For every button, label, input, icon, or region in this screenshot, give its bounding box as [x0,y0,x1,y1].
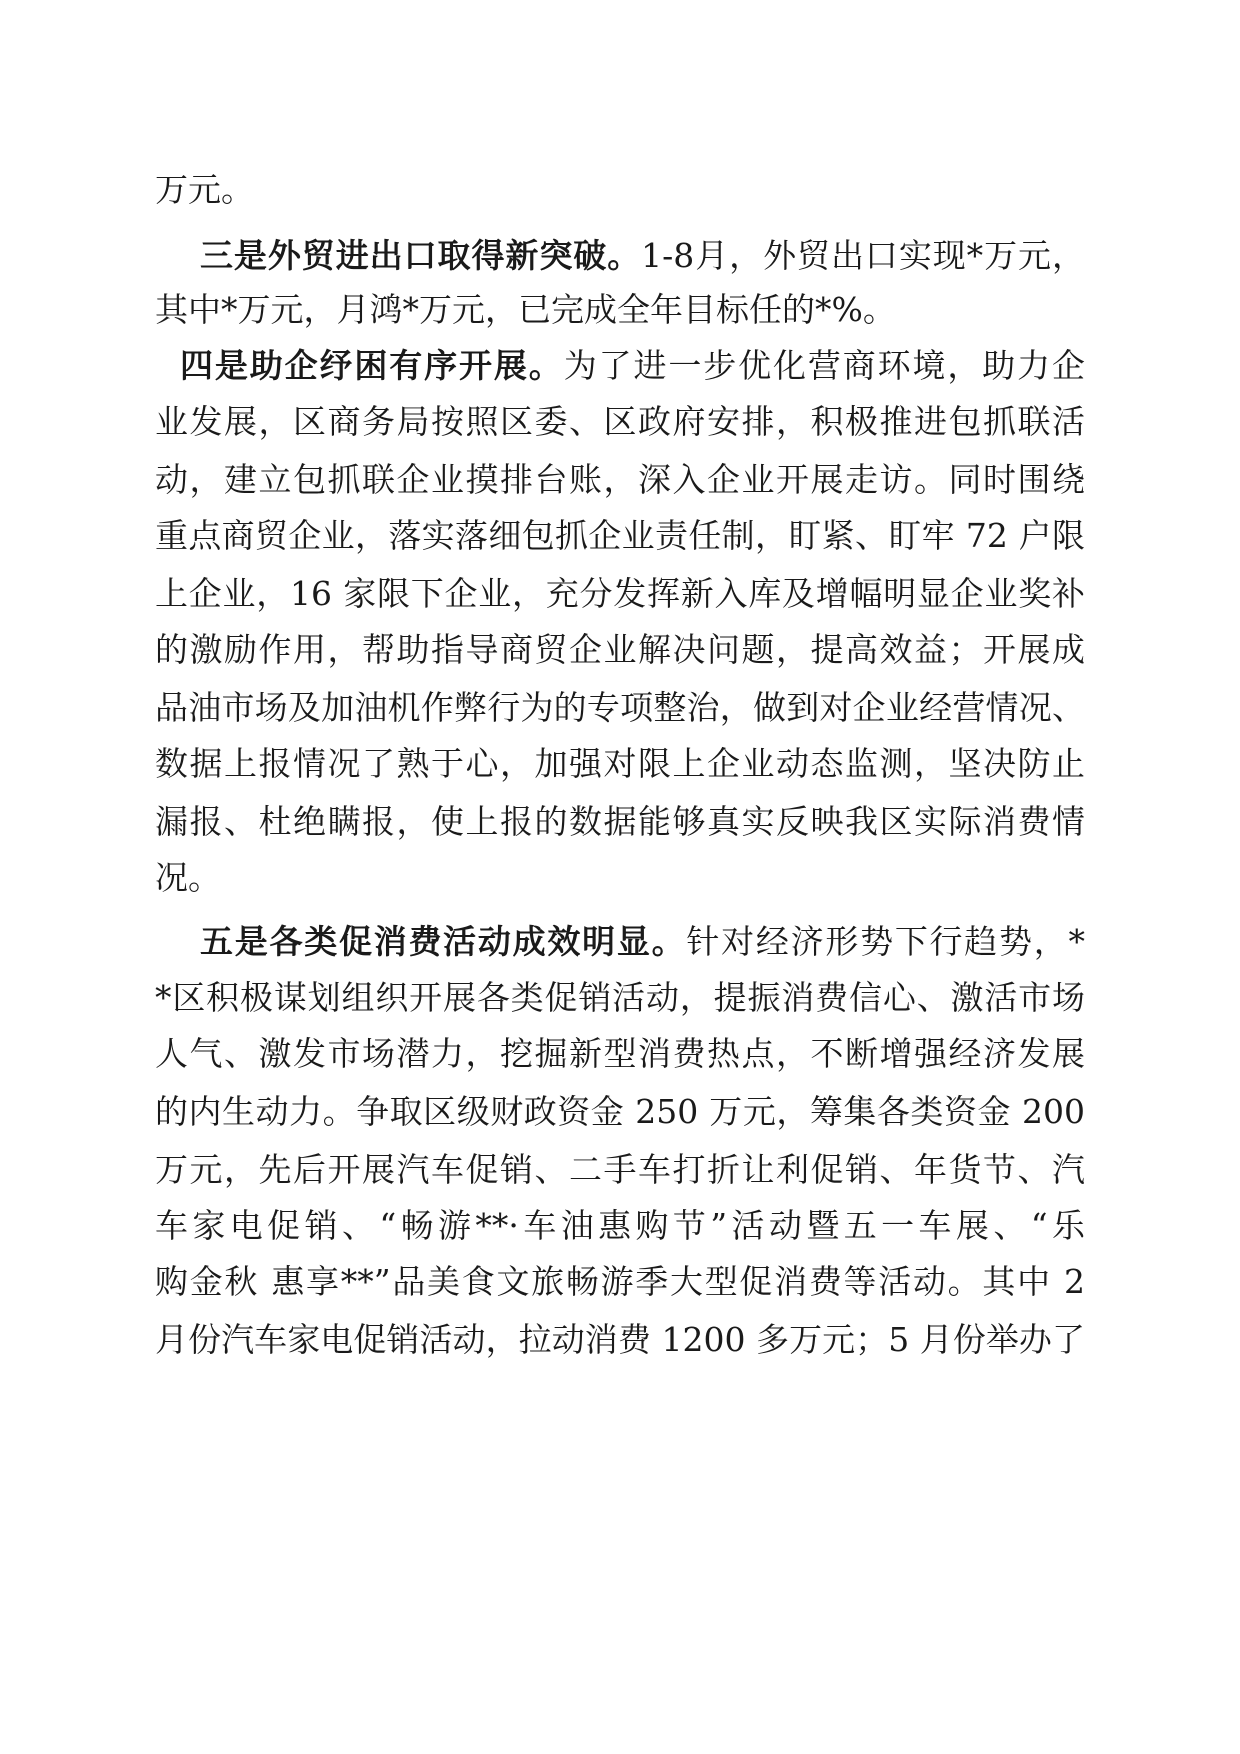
paragraph-line [155,1150,1085,1190]
line-text: *区积极谋划组织开展各类促销活动，提振消费信心、激活市场 [155,978,1085,1017]
paragraph-line [155,978,1085,1018]
paragraph-lead-four: 四是助企纾困有序开展。 [180,346,564,385]
paragraph-line [155,402,1085,442]
paragraph-line [155,630,1085,670]
paragraph-line [155,460,1085,500]
line-text: 购金秋 惠享**”品美食文旅畅游季大型促消费等活动。其中 2 [155,1262,1085,1301]
paragraph-line [155,1320,1085,1360]
line-text: 万元。 [155,170,254,209]
paragraph-lead-three: 三是外贸进出口取得新突破。 [200,236,642,275]
line-text: 业发展，区商务局按照区委、区政府安排，积极推进包抓联活 [155,402,1085,441]
paragraph-lead-five: 五是各类促消费活动成效明显。 [200,922,687,961]
line-text: 月份汽车家电促销活动，拉动消费 1200 多万元；5 月份举办了 [155,1320,1085,1359]
paragraph-line [155,516,1085,556]
paragraph-line [155,802,1085,842]
line-text: 数据上报情况了熟于心，加强对限上企业动态监测，坚决防止 [155,744,1085,783]
line-text: 况。 [155,858,221,897]
paragraph-line [155,1034,1085,1074]
line-text: 的激励作用，帮助指导商贸企业解决问题，提高效益；开展成 [155,630,1085,669]
paragraph-heading-line [180,346,1085,386]
paragraph-line [155,170,1085,210]
line-text: 人气、激发市场潜力，挖掘新型消费热点，不断增强经济发展 [155,1034,1085,1073]
paragraph-line [155,744,1085,784]
paragraph-line [155,1092,1085,1132]
line-text: 其中*万元，月鸿*万元，已完成全年目标任的*%。 [155,290,896,329]
line-text: 1-8月，外贸出口实现*万元， [641,236,1085,275]
line-text: 的内生动力。争取区级财政资金 250 万元，筹集各类资金 200 [155,1092,1085,1131]
paragraph-line [155,858,1085,898]
line-text: 品油市场及加油机作弊行为的专项整治，做到对企业经营情况、 [155,688,1085,727]
line-text: 车家电促销、“畅游**·车油惠购节”活动暨五一车展、“乐 [155,1206,1085,1245]
line-text: 上企业，16 家限下企业，充分发挥新入库及增幅明显企业奖补 [155,574,1085,613]
line-text: 动，建立包抓联企业摸排台账，深入企业开展走访。同时围绕 [155,460,1085,499]
line-text: 为了进一步优化营商环境，助力企 [563,346,1086,385]
paragraph-line [155,1206,1085,1246]
paragraph-line [155,574,1085,614]
paragraph-heading-line [200,236,1085,276]
line-text: 针对经济形势下行趋势，* [686,922,1086,961]
paragraph-heading-line [200,922,1085,962]
paragraph-line [155,688,1085,728]
paragraph-line [155,290,1085,330]
line-text: 漏报、杜绝瞒报，使上报的数据能够真实反映我区实际消费情 [155,802,1085,841]
paragraph-line [155,1262,1085,1302]
line-text: 万元，先后开展汽车促销、二手车打折让利促销、年货节、汽 [155,1150,1085,1189]
line-text: 重点商贸企业，落实落细包抓企业责任制，盯紧、盯牢 72 户限 [155,516,1085,555]
